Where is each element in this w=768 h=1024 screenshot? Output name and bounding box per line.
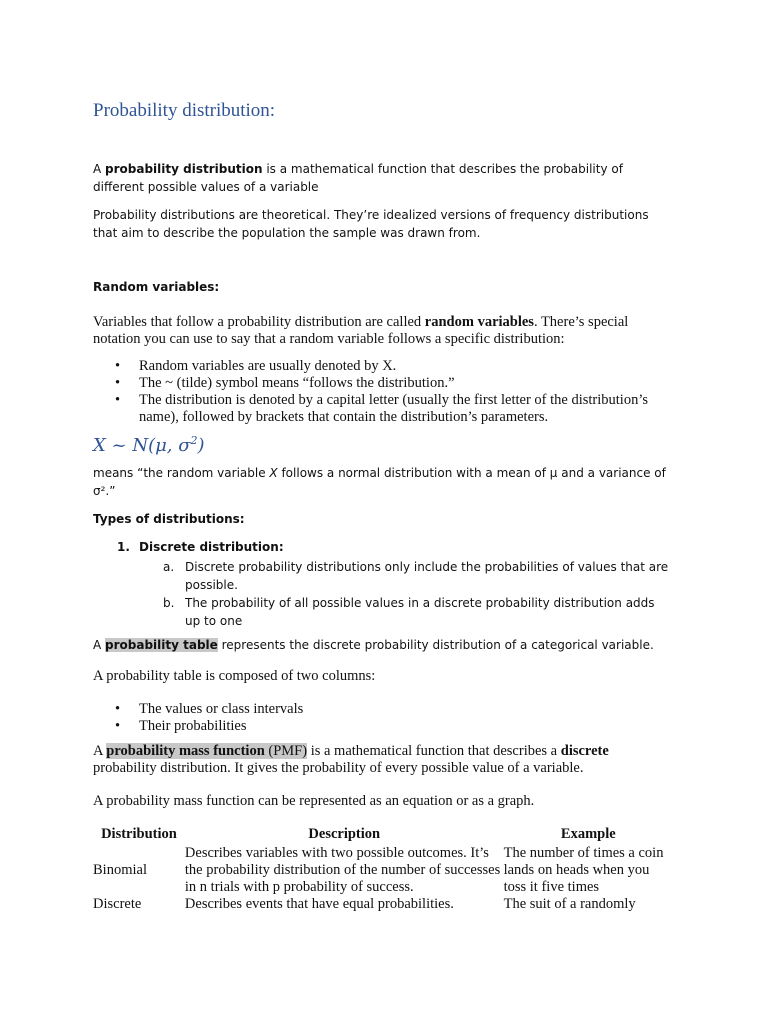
text: is a mathematical function that describes the probability of different possible values of a variable [93, 162, 623, 194]
pmf-representation: A probability mass function can be represented as an equation or as a graph. [93, 793, 535, 809]
sub-list [139, 558, 673, 630]
list-item: • The ~ (tilde) symbol means “follows the distribution.” [139, 375, 673, 392]
list-item-discrete [117, 538, 673, 556]
header-example: Example [560, 826, 616, 842]
text: follows a normal distribution with a mean of μ and a variance of σ².” [93, 466, 666, 498]
list-letter: b. [163, 596, 175, 610]
list-item: • The distribution is denoted by a capital letter (usually the first letter of the distribution’s name), followed by brackets that contain the distribution’s parameters. [139, 392, 673, 426]
term-bold: random variables [424, 314, 534, 330]
table-row [93, 896, 673, 913]
header-description: Description [308, 826, 381, 842]
probability-table-list [93, 701, 673, 735]
list-item: • Random variables are usually denoted by X. [139, 358, 673, 375]
intro-paragraph-2: Probability distributions are theoretical. They’re idealized versions of frequency distributions that aim to describe the population the sample was drawn from. [93, 208, 649, 240]
term-bold: discrete [560, 743, 609, 759]
cell-description: Describes events that have equal probabilities. [184, 896, 454, 912]
random-variables-list [93, 358, 673, 426]
cell-example: The number of times a coin lands on heads when you toss it five times [503, 845, 664, 895]
probability-table-composition: A probability table is composed of two columns: [93, 668, 376, 684]
text: . There’s special notation you can use to say that a random variable follows a specific distribution: [93, 314, 629, 347]
list-title: Discrete distribution: [139, 540, 284, 554]
pmf-paragraph [93, 743, 673, 777]
sub-list-item [163, 594, 673, 630]
sub-list-item [163, 558, 673, 594]
math-superscript: 2 [190, 434, 198, 447]
cell-distribution: Binomial [93, 862, 147, 878]
text: A [93, 743, 107, 759]
document-page [93, 100, 673, 913]
text: A [93, 162, 106, 176]
list-number: 1. [117, 540, 130, 554]
probability-table-paragraph [93, 636, 673, 654]
highlighted-abbr: (PMF) [264, 743, 308, 759]
section-heading-types: Types of distributions: [93, 512, 245, 526]
text: The probability of all possible values in a discrete probability distribution adds up to one [185, 596, 655, 628]
random-variables-paragraph [93, 314, 673, 348]
text: is a mathematical function that describes a [307, 743, 561, 759]
highlighted-term: probability table [105, 638, 218, 652]
text: probability distribution. It gives the probability of every possible value of a variable. [93, 760, 584, 776]
notation-explanation [93, 464, 673, 500]
list-item: • The values or class intervals [139, 701, 673, 718]
cell-distribution: Discrete [93, 896, 142, 912]
math-notation [93, 434, 673, 456]
intro-paragraph-1 [93, 160, 673, 196]
cell-example: The suit of a randomly [503, 896, 636, 912]
table-row [93, 845, 673, 896]
distribution-table [93, 826, 673, 913]
variable: X [269, 466, 278, 480]
table-header-row [93, 826, 673, 845]
term-bold: probability distribution [105, 162, 263, 176]
math-close: ) [197, 435, 205, 456]
section-heading-random-variables: Random variables: [93, 280, 220, 294]
highlighted-term: probability mass function [106, 743, 265, 759]
list-item: • Their probabilities [139, 718, 673, 735]
text: A [93, 638, 106, 652]
cell-description: Describes variables with two possible outcomes. It’s the probability distribution of the number of successes in n trials with p probability of success. [184, 845, 501, 895]
text: represents the discrete probability distribution of a categorical variable. [217, 638, 654, 652]
page-title: Probability distribution: [93, 100, 276, 121]
text: Variables that follow a probability distribution are called [93, 314, 425, 330]
text: means “the random variable [93, 466, 270, 480]
math-text: X ~ N(μ, σ [93, 435, 191, 456]
ordered-list [93, 538, 673, 630]
text: Discrete probability distributions only include the probabilities of values that are possible. [185, 560, 669, 592]
list-letter: a. [163, 560, 175, 574]
header-distribution: Distribution [101, 826, 177, 842]
